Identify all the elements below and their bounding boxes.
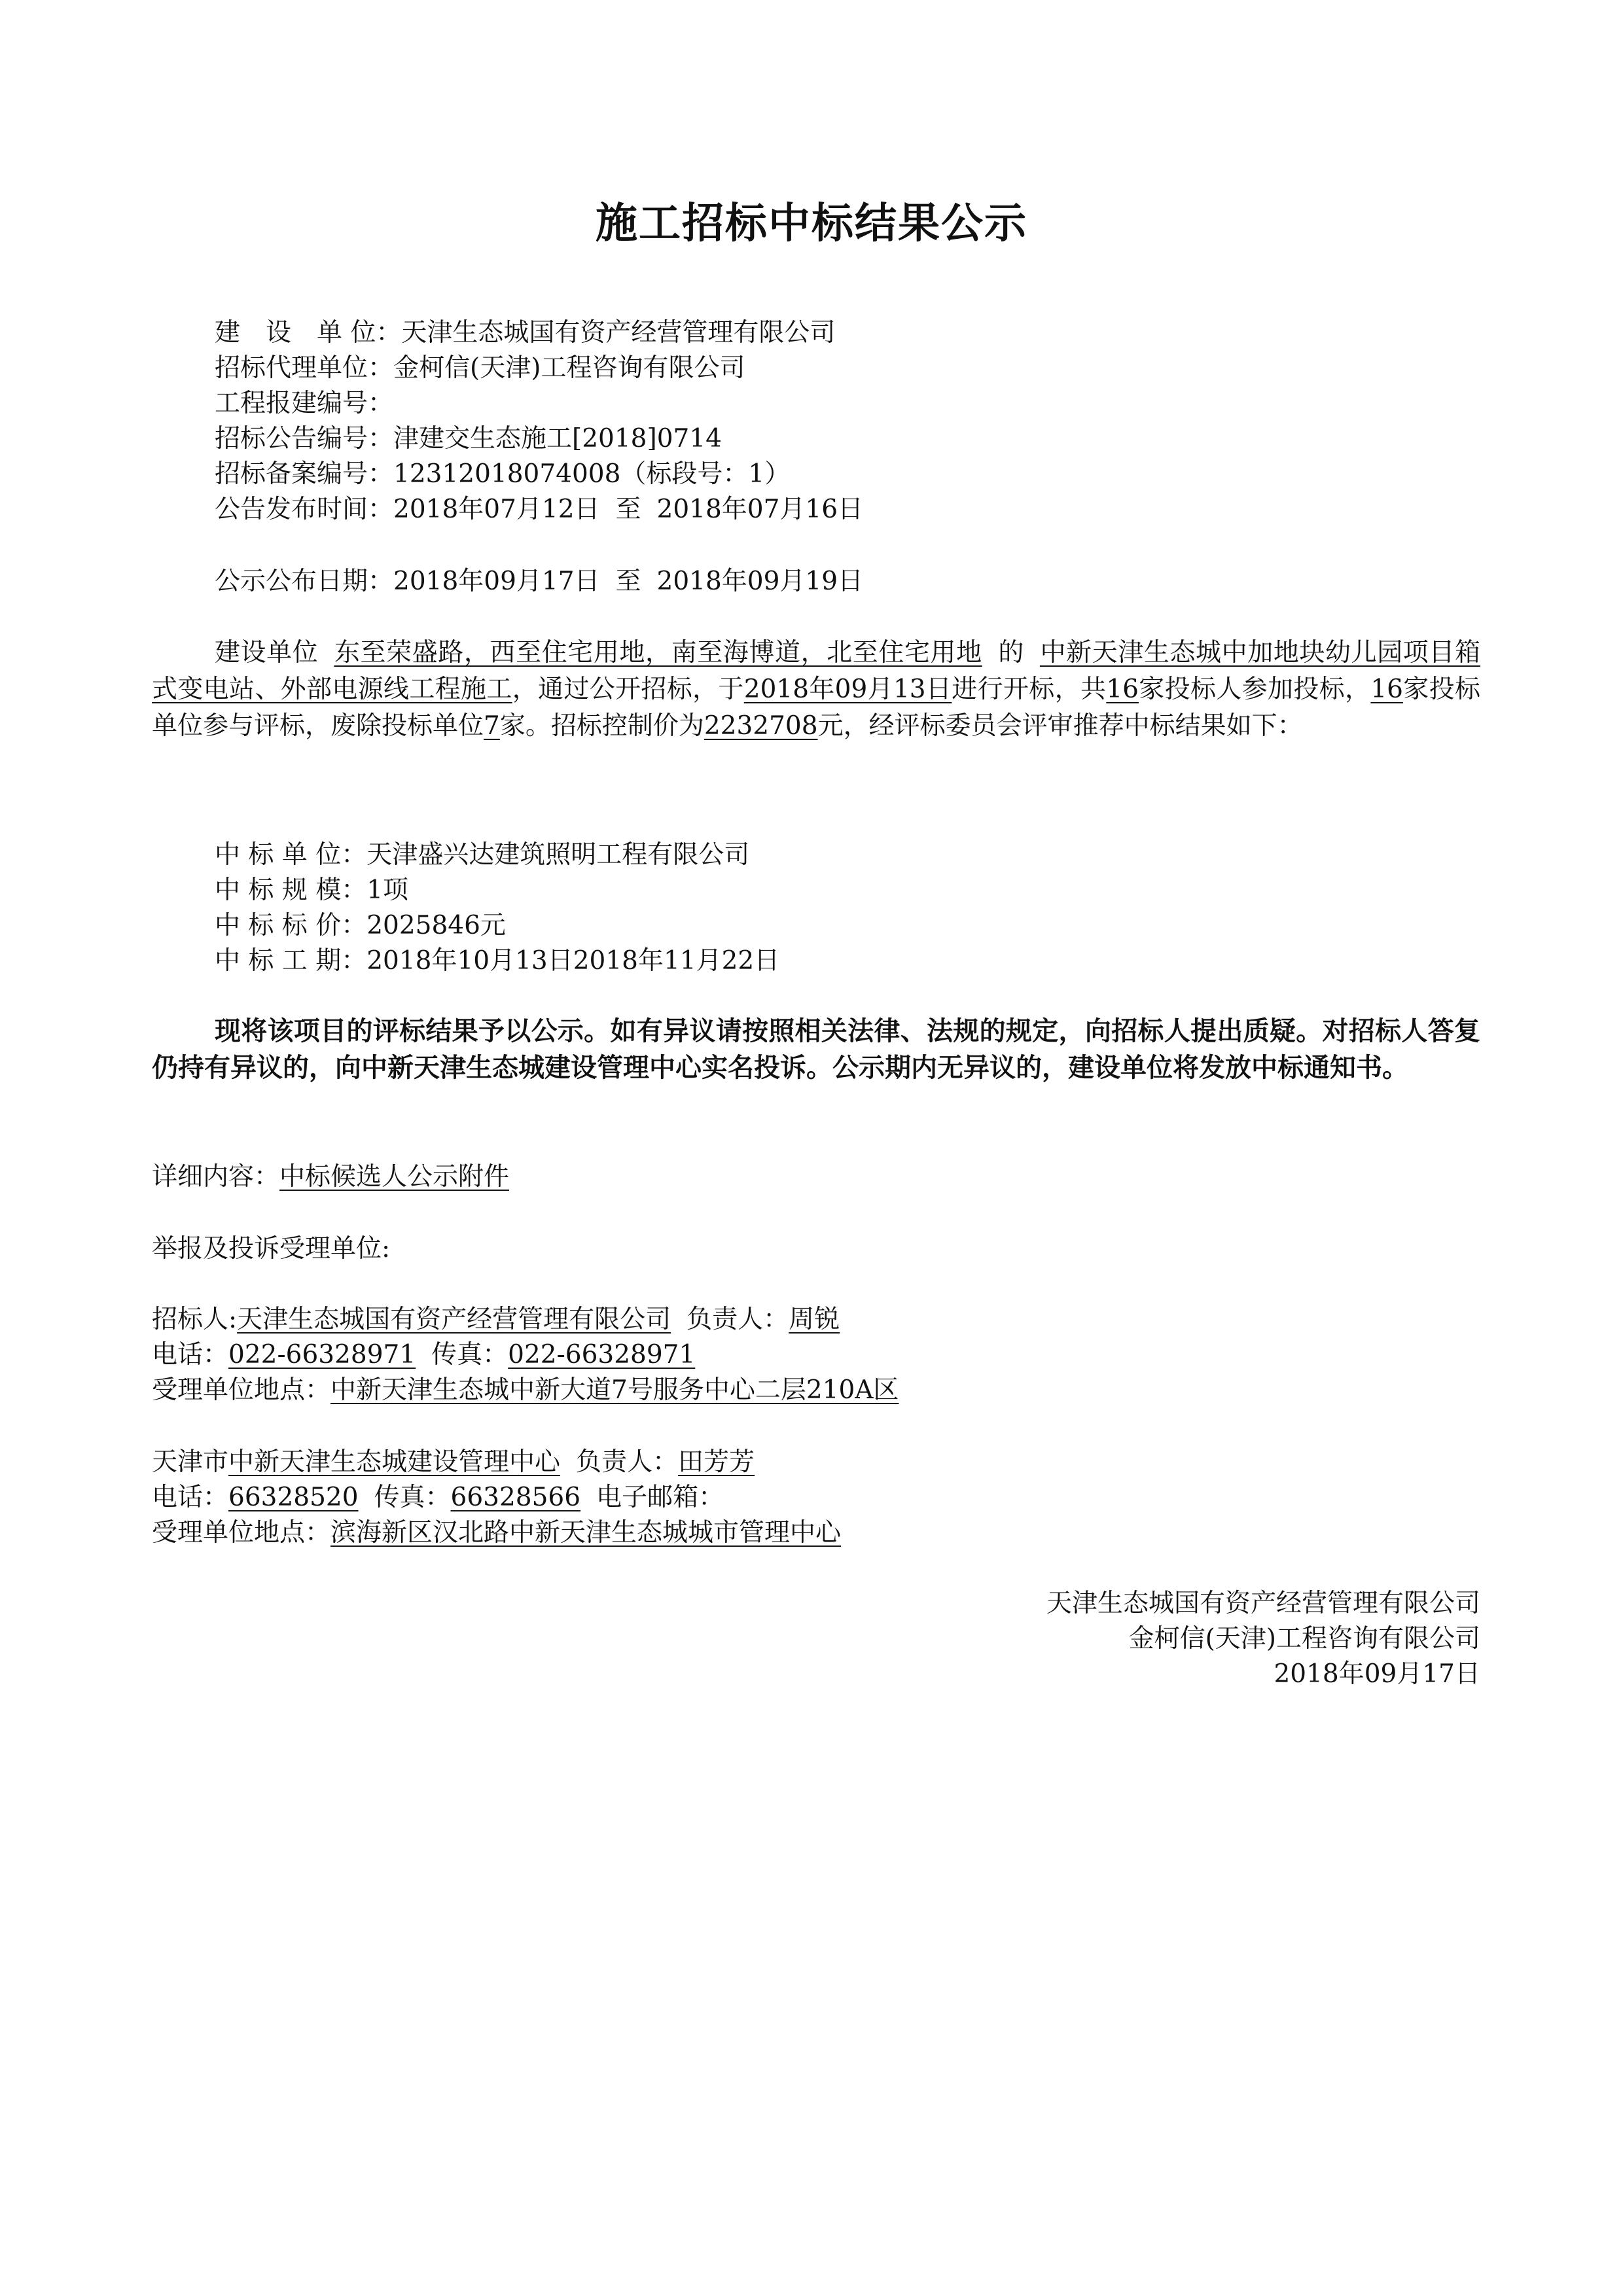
attachment-link[interactable]: 中标候选人公示附件 <box>279 1162 510 1192</box>
authority-fax-label: 传真： <box>374 1483 451 1512</box>
control-price: 2232708 <box>704 711 818 741</box>
publish-time-to: 2018年07月16日 <box>656 495 864 524</box>
project-name: 中新天津生态城中加地块幼儿园项目箱式变电站、外部电源线工程施工 <box>152 638 1480 704</box>
body-text-4: 进行开标，共 <box>952 675 1107 704</box>
signature-org-2: 金柯信(天津)工程咨询有限公司 <box>1128 1624 1480 1653</box>
winner-unit-line <box>215 838 749 873</box>
authority-address-label: 受理单位地点： <box>152 1518 331 1547</box>
bidder-count: 16 <box>1106 675 1139 704</box>
authority-phone-label: 电话： <box>152 1483 229 1512</box>
tenderer-line <box>152 1302 840 1337</box>
publish-time-line <box>215 492 863 527</box>
notice-date-to-word: 至 <box>615 567 641 596</box>
authority-fax: 66328566 <box>450 1483 581 1512</box>
winner-scale-label: 中 标 规 模： <box>215 875 367 905</box>
winner-unit-label: 中 标 单 位： <box>215 840 367 870</box>
complaint-heading: 举报及投诉受理单位: <box>152 1234 391 1263</box>
agent-label: 招标代理单位： <box>215 353 394 383</box>
tenderer-address-label: 受理单位地点： <box>152 1375 331 1405</box>
objection-notice: 现将该项目的评标结果予以公示。如有异议请按照相关法律、法规的规定，向招标人提出质疑。对招标人答复仍持有异议的，向中新天津生态城建设管理中心实名投诉。公示期内无异议的，建设单位将发放中标通知书。 <box>152 1016 1480 1083</box>
rejected-count: 7 <box>484 711 500 741</box>
winner-period-value: 2018年10月13日2018年11月22日 <box>366 946 780 976</box>
tenderer-contact-line <box>152 1337 695 1373</box>
publish-time-from: 2018年07月12日 <box>393 495 600 524</box>
record-no-value: 12312018074008（标段号：1） <box>393 459 791 489</box>
body-text-7: 家。招标控制价为 <box>499 711 704 741</box>
authority-prefix: 天津市 <box>152 1447 229 1477</box>
project-no-label: 工程报建编号： <box>215 389 394 418</box>
body-text-5: 家投标人参加投标， <box>1138 675 1371 704</box>
announce-no-value: 津建交生态施工[2018]0714 <box>393 424 722 453</box>
signature-date: 2018年09月17日 <box>1274 1659 1480 1689</box>
tenderer-address: 中新天津生态城中新大道7号服务中心二层210A区 <box>330 1375 899 1405</box>
authority-contact-line <box>152 1480 724 1515</box>
announce-no-line <box>215 421 722 457</box>
authority-address: 滨海新区汉北路中新天津生态城城市管理中心 <box>330 1518 842 1547</box>
tenderer-label: 招标人: <box>152 1305 238 1334</box>
authority-line <box>152 1445 755 1480</box>
tenderer-phone-label: 电话： <box>152 1340 229 1369</box>
body-text-6: 家投标单位参与评标，废除投标单位 <box>152 675 1480 741</box>
body-text-1: 建设单位 <box>215 638 319 667</box>
body-text-2: 的 <box>997 638 1024 667</box>
result-paragraph <box>152 635 1480 745</box>
winner-unit-value: 天津盛兴达建筑照明工程有限公司 <box>366 840 750 870</box>
evaluated-count: 16 <box>1370 675 1403 704</box>
winner-scale-line <box>215 873 408 908</box>
tenderer-phone: 022-66328971 <box>228 1340 416 1369</box>
builder-line <box>215 315 835 351</box>
winner-price-value: 2025846元 <box>366 911 506 940</box>
document-title: 施工招标中标结果公示 <box>596 199 1027 248</box>
winner-price-line <box>215 908 506 944</box>
winner-period-line <box>215 944 779 979</box>
details-label: 详细内容： <box>152 1162 280 1192</box>
details-line <box>152 1159 509 1195</box>
builder-value: 天津生态城国有资产经营管理有限公司 <box>401 318 836 347</box>
builder-label: 建 设 单 位： <box>215 318 402 347</box>
tenderer-name: 天津生态城国有资产经营管理有限公司 <box>237 1305 671 1334</box>
announce-no-label: 招标公告编号： <box>215 424 394 453</box>
notice-date-to: 2018年09月19日 <box>656 567 864 596</box>
body-text-8: 元，经评标委员会评审推荐中标结果如下： <box>817 711 1303 741</box>
winner-price-label: 中 标 标 价： <box>215 911 367 940</box>
publish-time-to-word: 至 <box>615 495 641 524</box>
body-text-3: ，通过公开招标，于 <box>512 675 744 704</box>
notice-date-from: 2018年09月17日 <box>393 567 600 596</box>
project-location: 东至荣盛路，西至住宅用地，南至海博道，北至住宅用地 <box>334 638 982 667</box>
signature-org-1: 天津生态城国有资产经营管理有限公司 <box>1046 1589 1480 1618</box>
tenderer-person: 周锐 <box>789 1305 840 1334</box>
authority-address-line <box>152 1515 841 1551</box>
tenderer-fax-label: 传真： <box>431 1340 508 1369</box>
authority-person: 田芳芳 <box>678 1447 755 1477</box>
record-no-label: 招标备案编号： <box>215 459 394 489</box>
notice-date-line <box>215 564 863 599</box>
authority-phone: 66328520 <box>228 1483 359 1512</box>
tenderer-person-label: 负责人： <box>687 1305 789 1334</box>
publish-time-label: 公告发布时间： <box>215 495 394 524</box>
notice-date-label: 公示公布日期： <box>215 567 394 596</box>
authority-name: 中新天津生态城建设管理中心 <box>228 1447 561 1477</box>
agent-value: 金柯信(天津)工程咨询有限公司 <box>393 353 745 383</box>
authority-email-label: 电子邮箱： <box>596 1483 724 1512</box>
winner-scale-value: 1项 <box>366 875 409 905</box>
open-date: 2018年09月13日 <box>743 675 952 704</box>
tenderer-fax: 022-66328971 <box>508 1340 696 1369</box>
authority-person-label: 负责人： <box>576 1447 679 1477</box>
record-no-line <box>215 457 790 492</box>
tenderer-address-line <box>152 1373 899 1408</box>
winner-period-label: 中 标 工 期： <box>215 946 367 976</box>
project-no-line <box>215 386 393 421</box>
agent-line <box>215 351 745 386</box>
